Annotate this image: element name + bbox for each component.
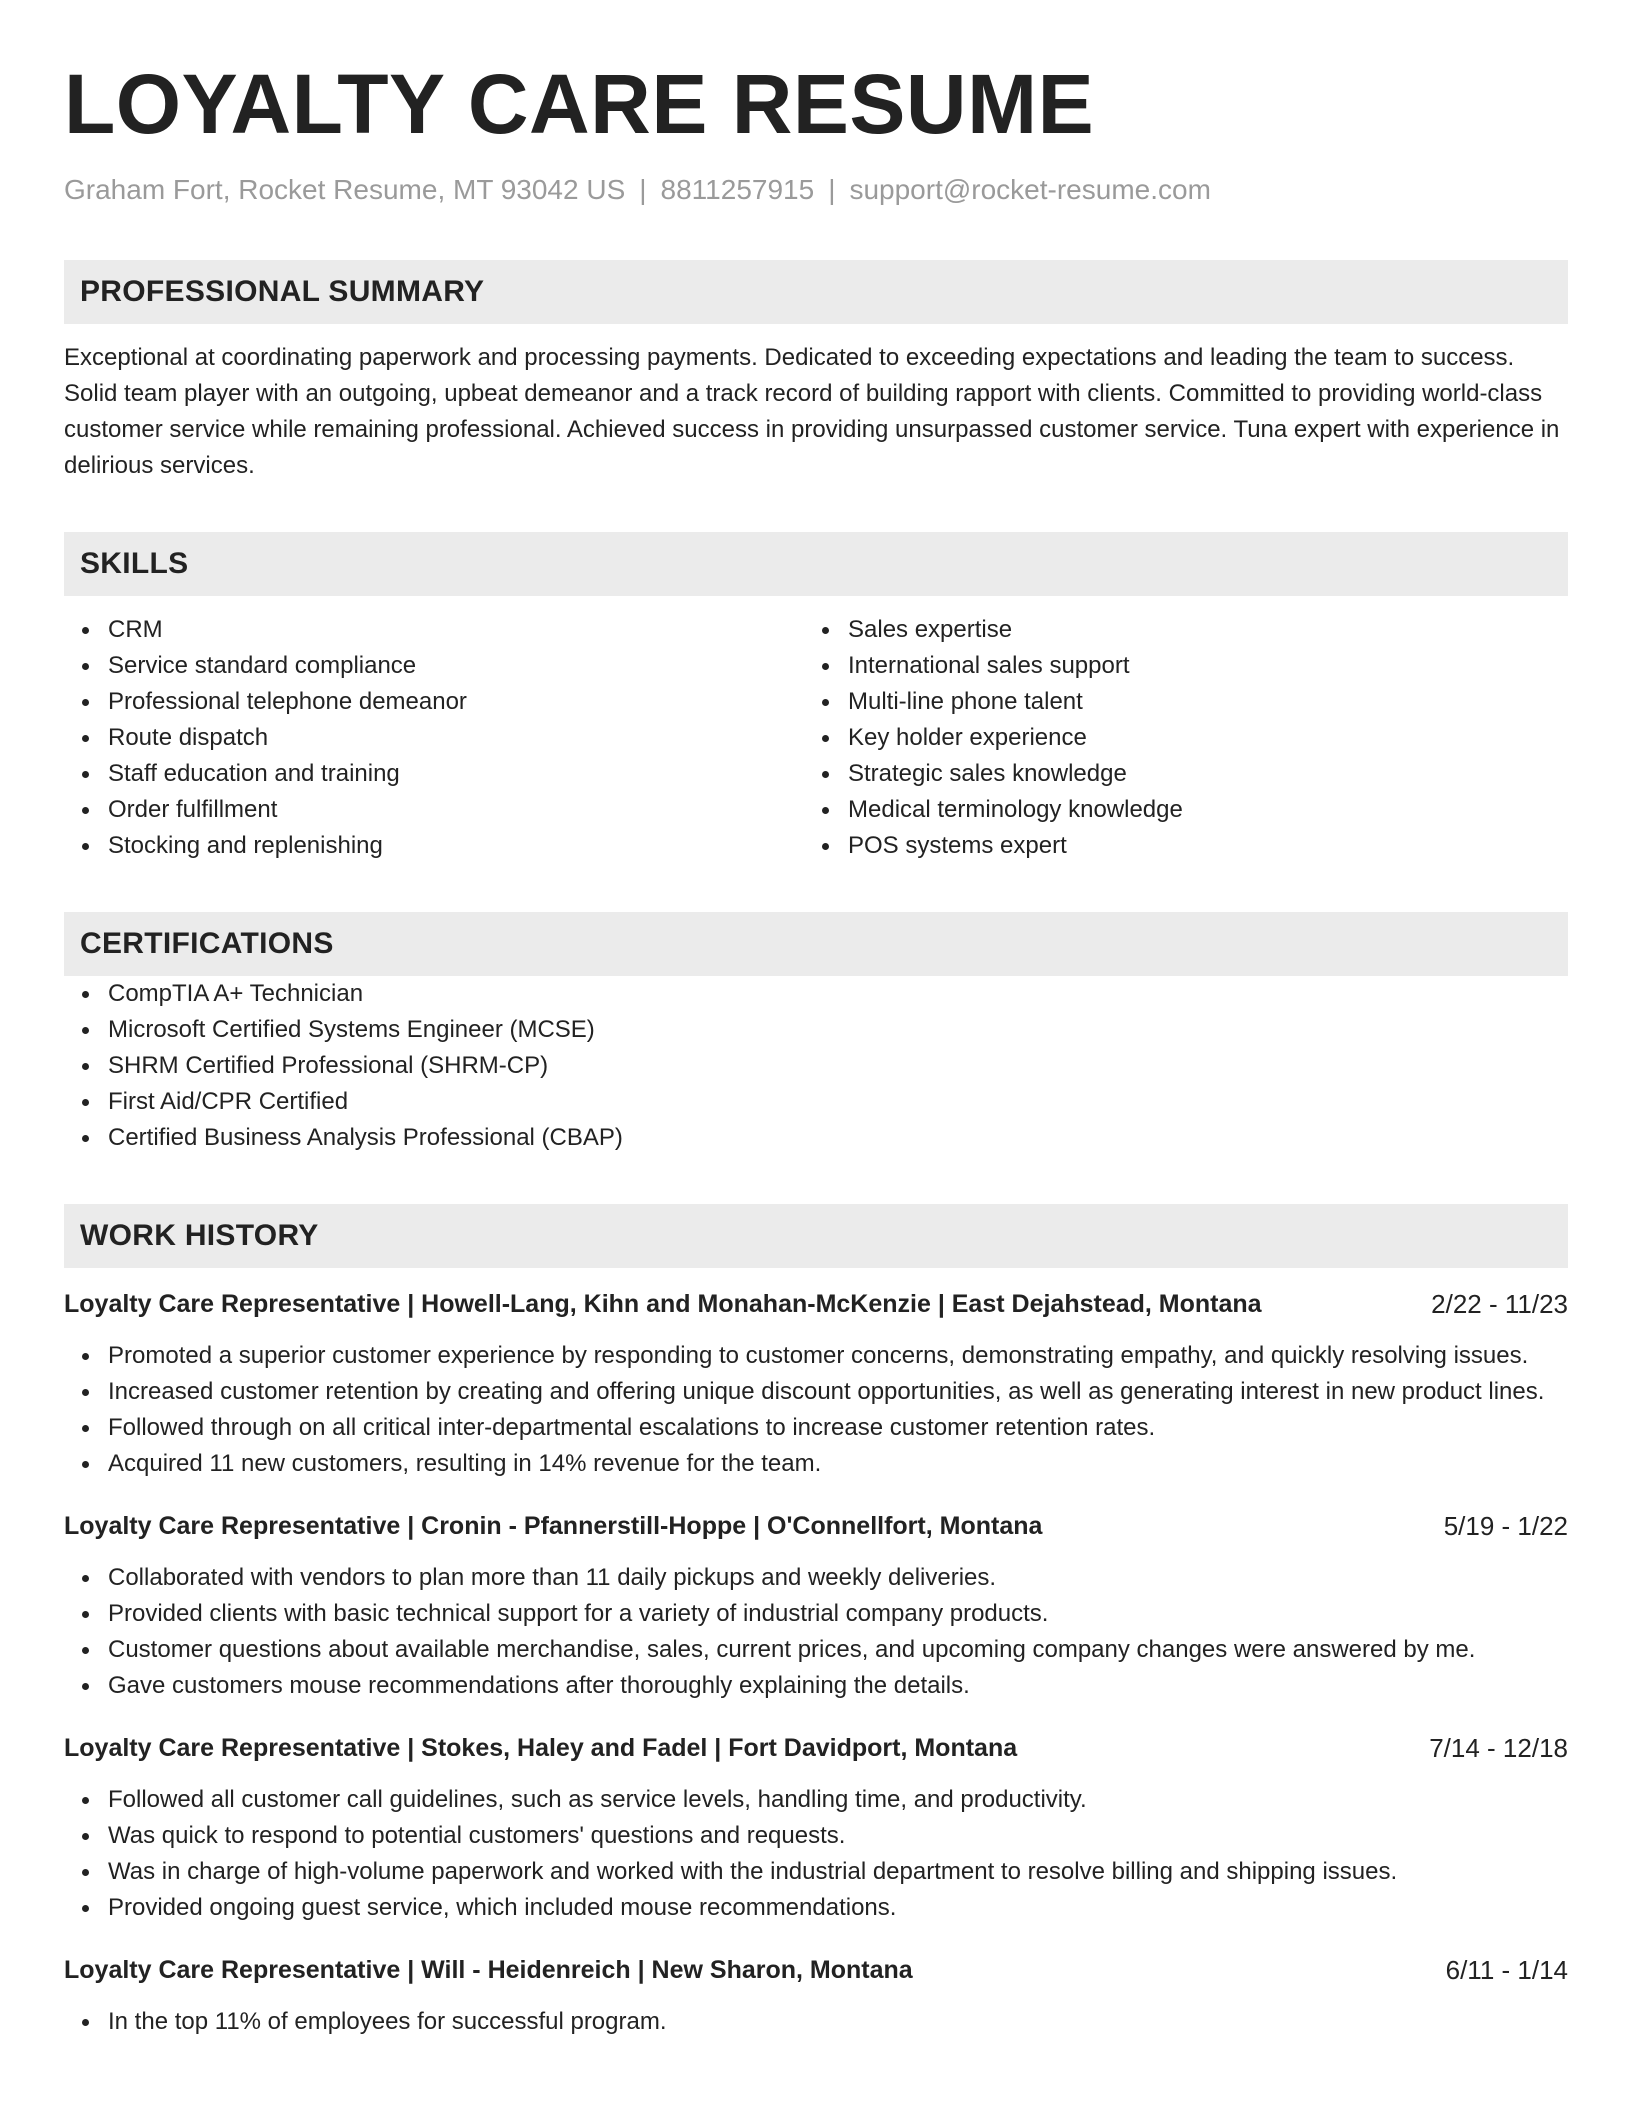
certification-item: CompTIA A+ Technician [64,976,1568,1012]
job-bullet: Acquired 11 new customers, resulting in 14% revenue for the team. [64,1446,1568,1482]
skills-column-left [64,612,804,864]
job-bullet: Followed through on all critical inter-departmental escalations to increase customer retention rates. [64,1410,1568,1446]
skills-list [64,612,1568,864]
skill-item: Staff education and training [64,756,804,792]
section-header-certifications: CERTIFICATIONS [64,912,1568,976]
section-header-work-history: WORK HISTORY [64,1204,1568,1268]
job-header [64,1952,1568,1988]
certification-item: SHRM Certified Professional (SHRM-CP) [64,1048,1568,1084]
job-bullet: Was in charge of high-volume paperwork and worked with the industrial department to resolve billing and shipping issues. [64,1854,1568,1890]
skill-item: Medical terminology knowledge [804,792,1544,828]
skill-item: Professional telephone demeanor [64,684,804,720]
skills-column-right [804,612,1544,864]
job-header [64,1508,1568,1544]
job-entry [64,1730,1568,1926]
skill-item: Route dispatch [64,720,804,756]
skill-item: International sales support [804,648,1544,684]
job-bullet: Collaborated with vendors to plan more than 11 daily pickups and weekly deliveries. [64,1560,1568,1596]
job-entry [64,1286,1568,1482]
skill-item: Multi-line phone talent [804,684,1544,720]
section-header-skills: SKILLS [64,532,1568,596]
job-bullet: Promoted a superior customer experience by responding to customer concerns, demonstrating empathy, and quickly resolving issues. [64,1338,1568,1374]
skill-item: Service standard compliance [64,648,804,684]
job-bullet: Provided ongoing guest service, which included mouse recommendations. [64,1890,1568,1926]
job-bullet: Customer questions about available merchandise, sales, current prices, and upcoming company changes were answered by me. [64,1632,1568,1668]
job-bullet: Provided clients with basic technical support for a variety of industrial company products. [64,1596,1568,1632]
certification-item: First Aid/CPR Certified [64,1084,1568,1120]
skill-item: Sales expertise [804,612,1544,648]
job-entry [64,1952,1568,2040]
job-dates: 2/22 - 11/23 [1431,1289,1568,1319]
certification-item: Microsoft Certified Systems Engineer (MCSE) [64,1012,1568,1048]
skill-item: Key holder experience [804,720,1544,756]
skill-item: POS systems expert [804,828,1544,864]
job-dates: 6/11 - 1/14 [1445,1955,1568,1985]
contact-phone: 8811257915 [660,174,815,205]
job-entry [64,1508,1568,1704]
contact-line [64,172,1568,208]
summary-text: Exceptional at coordinating paperwork and processing payments. Dedicated to exceeding expectations and leading the team to success. Solid team player with an outgoing, upbeat demeanor and a track record of building rapport with clients. Committed to providing world-class customer service while remaining professional. Achieved success in providing unsurpassed customer service. Tuna expert with experience in delirious services. [64,344,1560,479]
job-bullets [64,1782,1568,1926]
certifications-list [64,976,1568,1156]
job-bullets [64,1560,1568,1704]
job-bullet: Increased customer retention by creating and offering unique discount opportunities, as well as generating interest in new product lines. [64,1374,1568,1410]
resume-title: LOYALTY CARE RESUME [64,57,1095,151]
contact-email: support@rocket-resume.com [849,174,1211,205]
section-header-summary: PROFESSIONAL SUMMARY [64,260,1568,324]
job-title: Loyalty Care Representative | Cronin - Pfannerstill-Hoppe | O'Connellfort, Montana [64,1512,1043,1540]
job-title: Loyalty Care Representative | Stokes, Haley and Fadel | Fort Davidport, Montana [64,1734,1018,1762]
job-bullets [64,1338,1568,1482]
skill-item: CRM [64,612,804,648]
contact-separator: | [828,174,836,205]
job-bullet: Followed all customer call guidelines, such as service levels, handling time, and productivity. [64,1782,1568,1818]
skill-item: Stocking and replenishing [64,828,804,864]
job-bullet: Gave customers mouse recommendations after thoroughly explaining the details. [64,1668,1568,1704]
job-dates: 5/19 - 1/22 [1443,1511,1568,1541]
job-bullet: In the top 11% of employees for successful program. [64,2004,1568,2040]
contact-separator: | [639,174,647,205]
job-dates: 7/14 - 12/18 [1429,1733,1568,1763]
job-header [64,1286,1568,1322]
skill-item: Strategic sales knowledge [804,756,1544,792]
contact-address: Graham Fort, Rocket Resume, MT 93042 US [64,174,626,205]
job-title: Loyalty Care Representative | Will - Heidenreich | New Sharon, Montana [64,1956,913,1984]
job-bullet: Was quick to respond to potential customers' questions and requests. [64,1818,1568,1854]
certification-item: Certified Business Analysis Professional (CBAP) [64,1120,1568,1156]
job-header [64,1730,1568,1766]
job-bullets [64,2004,1568,2040]
job-title: Loyalty Care Representative | Howell-Lang, Kihn and Monahan-McKenzie | East Dejahstead, Montana [64,1290,1262,1318]
skill-item: Order fulfillment [64,792,804,828]
